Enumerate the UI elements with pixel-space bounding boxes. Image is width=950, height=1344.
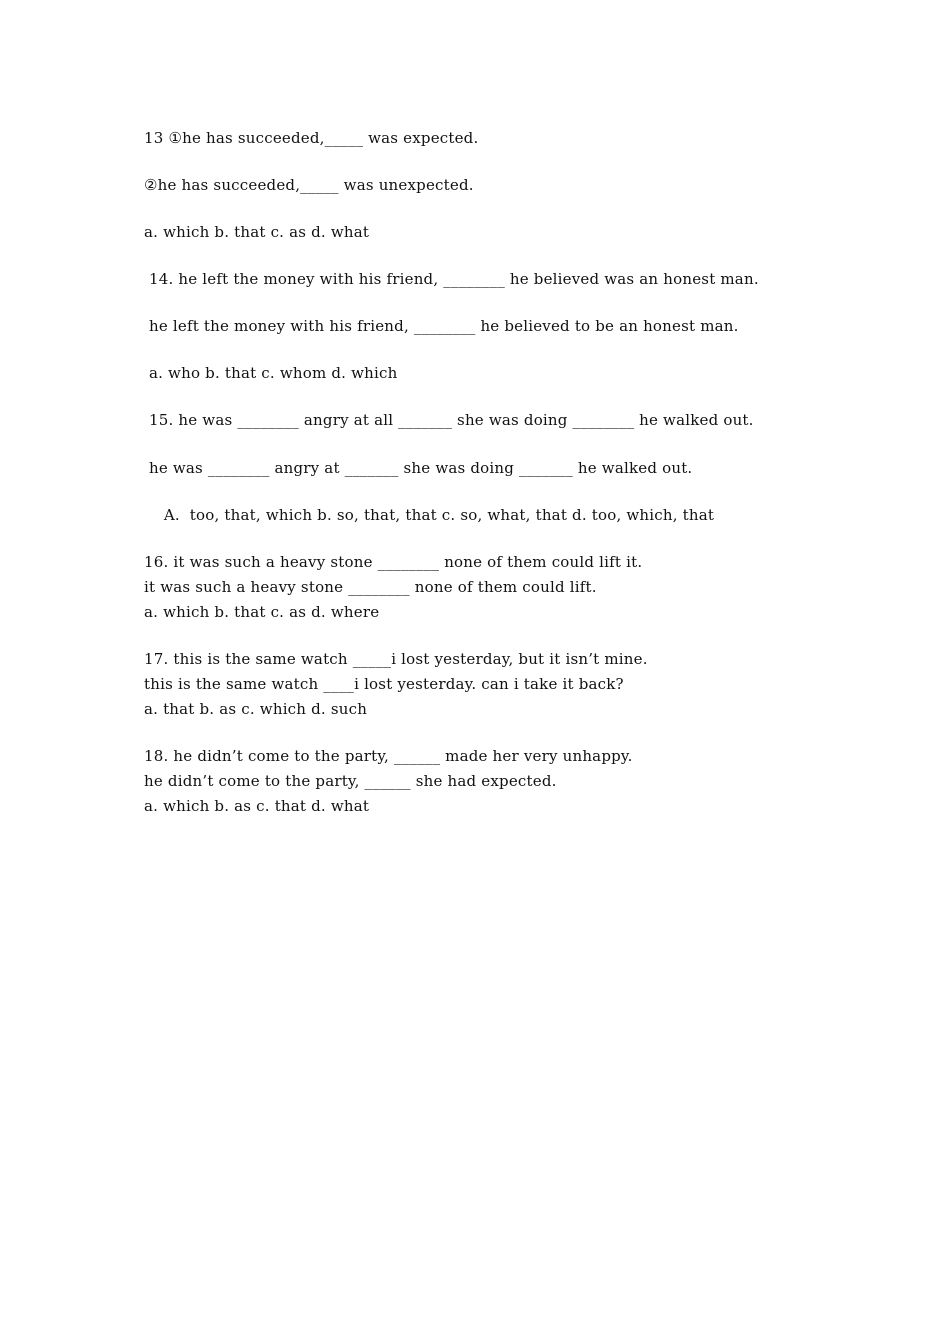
q18-line-2: he didn’t come to the party, ______ she had expected.: [144, 772, 557, 790]
q18-options: a. which b. as c. that d. what: [144, 797, 370, 815]
q13-line-1: 13 ①he has succeeded,_____ was expected.: [144, 129, 479, 147]
q18-line-1: 18. he didn’t come to the party, ______ made her very unhappy.: [144, 747, 633, 765]
q17-options: a. that b. as c. which d. such: [144, 700, 368, 718]
q17-line-2: this is the same watch ____i lost yesterday. can i take it back?: [144, 675, 624, 693]
q16-options: a. which b. that c. as d. where: [144, 603, 380, 621]
q15-options: A. too, that, which b. so, that, that c. so, what, that d. too, which, that: [144, 506, 715, 524]
q13-options: a. which b. that c. as d. what: [144, 223, 370, 241]
q14-line-2: he left the money with his friend, ________ he believed to be an honest man.: [144, 317, 739, 335]
q14-line-1: 14. he left the money with his friend, ________ he believed was an honest man.: [144, 270, 759, 288]
q14-options: a. who b. that c. whom d. which: [144, 364, 398, 382]
q13-line-2: ②he has succeeded,_____ was unexpected.: [144, 176, 474, 194]
q15-line-2: he was ________ angry at _______ she was doing _______ he walked out.: [144, 459, 693, 477]
q16-line-2: it was such a heavy stone ________ none of them could lift.: [144, 578, 597, 596]
q17-line-1: 17. this is the same watch _____i lost yesterday, but it isn’t mine.: [144, 650, 648, 668]
q16-line-1: 16. it was such a heavy stone ________ none of them could lift it.: [144, 553, 643, 571]
q15-line-1: 15. he was ________ angry at all _______ she was doing ________ he walked out.: [144, 411, 754, 429]
